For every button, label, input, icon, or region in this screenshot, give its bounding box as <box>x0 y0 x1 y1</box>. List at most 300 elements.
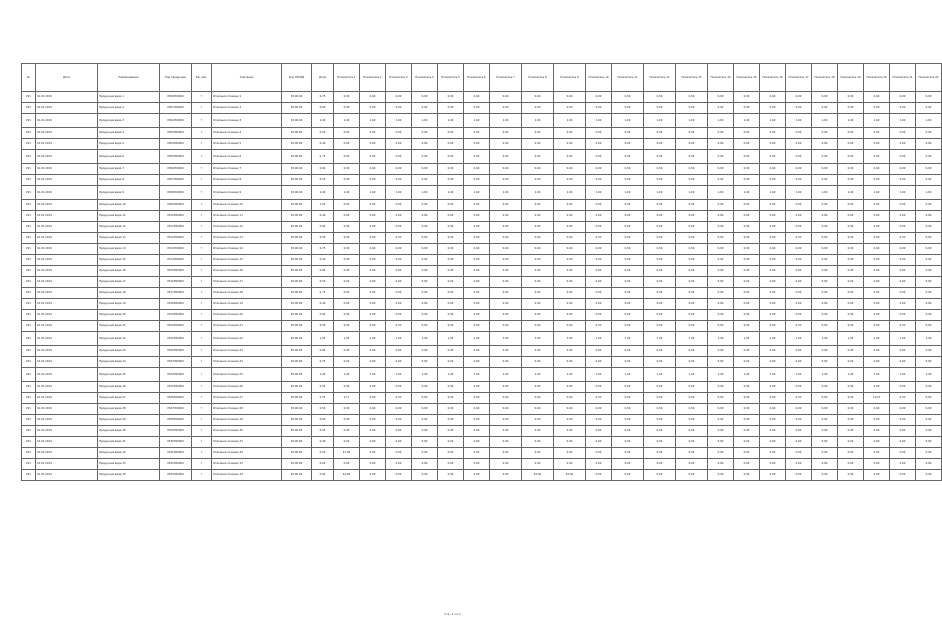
table-cell: 0,00 <box>490 382 522 393</box>
table-cell: 1,00 <box>786 186 812 200</box>
table-cell: 0,00 <box>676 175 708 186</box>
table-cell: 0,00 <box>586 299 612 310</box>
table-cell: 1,00 <box>644 332 676 346</box>
table-cell: 0,00 <box>386 103 412 114</box>
table-cell: 0,00 <box>490 310 522 321</box>
table-cell: 0,00 <box>890 92 916 103</box>
table-cell: 0,00 <box>760 200 786 211</box>
table-cell: 0,00 <box>586 211 612 222</box>
table-cell: 44,00 <box>522 470 554 481</box>
table-cell: 0,00 <box>438 448 464 459</box>
table-cell: 0,00 <box>490 244 522 255</box>
table-cell: 0,00 <box>586 92 612 103</box>
table-cell: 0,00 <box>644 437 676 448</box>
table-cell: 0,00 <box>464 459 490 470</box>
table-cell: 0,00 <box>490 459 522 470</box>
table-cell: 0,00 <box>412 211 438 222</box>
table-cell: 1,00 <box>838 114 864 128</box>
table-cell: Продукция вида 9 <box>98 186 160 200</box>
table-cell: 0,60 <box>312 266 334 277</box>
table-cell: 0,00 <box>554 244 586 255</box>
table-cell: 0,00 <box>360 448 386 459</box>
table-cell: 0513050000 <box>160 244 192 255</box>
data-table <box>21 63 942 481</box>
table-cell: 0,00 <box>360 321 386 332</box>
table-cell: Описание позиции 11 <box>212 211 282 222</box>
table-cell: Продукция вида 7 <box>98 164 160 175</box>
table-cell: 1,00 <box>438 114 464 128</box>
table-cell: 0,00 <box>612 200 644 211</box>
table-cell: 1,00 <box>838 186 864 200</box>
table-cell: 01.01.2019 <box>36 266 98 277</box>
table-cell: 0,00 <box>734 459 760 470</box>
table-cell: 0,00 <box>360 346 386 357</box>
table-row <box>22 244 942 255</box>
table-cell: 0,00 <box>644 222 676 233</box>
table-cell: 0,00 <box>676 310 708 321</box>
table-cell: 0,00 <box>838 288 864 299</box>
table-cell: 201 <box>22 150 36 164</box>
table-cell: Продукция вида 32 <box>98 448 160 459</box>
table-cell: 0,00 <box>412 222 438 233</box>
table-cell: 0,00 <box>554 150 586 164</box>
table-cell: 0,00 <box>812 426 838 437</box>
table-cell: 0,00 <box>864 139 890 150</box>
table-cell: 0,40 <box>312 139 334 150</box>
table-cell: 0,00 <box>554 277 586 288</box>
table-cell: 0,00 <box>786 175 812 186</box>
table-cell: 201 <box>22 175 36 186</box>
table-cell: 0,00 <box>890 357 916 368</box>
table-cell: 0,00 <box>838 266 864 277</box>
column-header: № <box>22 64 36 92</box>
table-cell: 0,00 <box>554 288 586 299</box>
table-row <box>22 299 942 310</box>
table-cell: 0,00 <box>890 103 916 114</box>
table-cell: 0,00 <box>586 437 612 448</box>
table-cell: 0511050000 <box>160 222 192 233</box>
table-cell: 0,00 <box>554 448 586 459</box>
table-cell: 0,00 <box>386 415 412 426</box>
table-cell: 0,00 <box>554 233 586 244</box>
table-cell: 0,00 <box>612 139 644 150</box>
table-cell: 0,00 <box>412 470 438 481</box>
table-cell: 0,00 <box>334 222 360 233</box>
table-cell: т <box>192 244 212 255</box>
table-cell: 0,00 <box>612 128 644 139</box>
table-cell: 1,00 <box>360 186 386 200</box>
table-cell: 0,00 <box>812 404 838 415</box>
table-cell: 0,00 <box>360 150 386 164</box>
table-cell: 0,00 <box>890 175 916 186</box>
table-cell: 0,00 <box>386 437 412 448</box>
table-cell: 0,00 <box>864 103 890 114</box>
table-cell: 0,00 <box>760 255 786 266</box>
table-cell: 0,00 <box>916 175 942 186</box>
table-cell: 201 <box>22 277 36 288</box>
table-cell: 0,00 <box>522 288 554 299</box>
column-header: Ед. изм. <box>192 64 212 92</box>
column-header: Показатель 9 <box>554 64 586 92</box>
table-row <box>22 164 942 175</box>
table-cell: 0,00 <box>464 448 490 459</box>
column-header: Показатель 8 <box>522 64 554 92</box>
table-cell: 1,00 <box>612 114 644 128</box>
table-cell: 0,00 <box>438 288 464 299</box>
table-cell: 03.00.00 <box>282 139 312 150</box>
table-cell: 1,00 <box>734 332 760 346</box>
table-cell: 0,00 <box>612 346 644 357</box>
table-cell: 0,00 <box>386 211 412 222</box>
table-cell: 0,00 <box>812 470 838 481</box>
table-cell: 0,00 <box>760 92 786 103</box>
table-cell: 44,00 <box>554 470 586 481</box>
table-cell: 0501050000 <box>160 103 192 114</box>
table-cell: 0,00 <box>708 150 734 164</box>
table-cell: 0,00 <box>554 92 586 103</box>
table-cell: 01.01.2019 <box>36 346 98 357</box>
table-cell: 201 <box>22 128 36 139</box>
table-cell: 0,00 <box>612 288 644 299</box>
table-cell: 0,00 <box>438 103 464 114</box>
table-cell: 0,00 <box>916 233 942 244</box>
table-cell: 0,00 <box>890 255 916 266</box>
table-cell: 0,00 <box>890 128 916 139</box>
table-cell: 0,00 <box>812 346 838 357</box>
table-cell: 0,00 <box>838 277 864 288</box>
table-cell: 0,00 <box>386 255 412 266</box>
table-cell: 0,00 <box>838 415 864 426</box>
table-cell: 0,00 <box>522 310 554 321</box>
table-cell: 0,00 <box>760 404 786 415</box>
table-cell: т <box>192 393 212 404</box>
table-cell: Описание позиции 1 <box>212 92 282 103</box>
table-cell: Продукция вида 31 <box>98 437 160 448</box>
column-header: Показатель 18 <box>812 64 838 92</box>
table-cell: 1,00 <box>838 332 864 346</box>
table-cell: 03.00.00 <box>282 175 312 186</box>
table-cell: 0,00 <box>864 437 890 448</box>
table-row <box>22 211 942 222</box>
table-cell: 0,00 <box>644 299 676 310</box>
table-cell: 01.01.2019 <box>36 277 98 288</box>
table-row <box>22 393 942 404</box>
table-cell: 0,00 <box>334 426 360 437</box>
table-cell: 0,00 <box>708 222 734 233</box>
table-cell: 0,00 <box>438 244 464 255</box>
table-cell: 0,00 <box>708 139 734 150</box>
table-cell: 0,00 <box>812 139 838 150</box>
table-cell: 1,00 <box>412 332 438 346</box>
table-cell: Продукция вида 4 <box>98 128 160 139</box>
table-cell: 0,00 <box>586 404 612 415</box>
table-cell: т <box>192 321 212 332</box>
table-cell: 0,00 <box>864 459 890 470</box>
table-cell: 0,00 <box>734 382 760 393</box>
column-header: Показатель 13 <box>676 64 708 92</box>
table-cell: 1,00 <box>812 186 838 200</box>
table-cell: 0,00 <box>522 277 554 288</box>
table-cell: 0,00 <box>786 288 812 299</box>
table-cell: 0525050000 <box>160 382 192 393</box>
table-cell: 0,00 <box>812 382 838 393</box>
table-cell: 0,00 <box>334 150 360 164</box>
table-cell: 0,00 <box>360 415 386 426</box>
table-cell: 0,00 <box>786 103 812 114</box>
table-cell: 0,00 <box>890 470 916 481</box>
table-cell: 0,00 <box>734 103 760 114</box>
table-cell: 0518050000 <box>160 299 192 310</box>
table-cell: 0,00 <box>412 255 438 266</box>
table-cell: Описание позиции 5 <box>212 139 282 150</box>
table-cell: 0,00 <box>786 382 812 393</box>
table-cell: 0,00 <box>838 244 864 255</box>
table-cell: 0,00 <box>386 92 412 103</box>
table-cell: 0,50 <box>312 128 334 139</box>
table-cell: 0,00 <box>490 103 522 114</box>
table-cell: 0,00 <box>522 321 554 332</box>
table-cell: 0,00 <box>708 211 734 222</box>
table-cell: 0,00 <box>838 321 864 332</box>
table-cell: 201 <box>22 459 36 470</box>
table-cell: 0,00 <box>786 426 812 437</box>
table-cell: 0,00 <box>554 415 586 426</box>
table-cell: 0,00 <box>334 288 360 299</box>
table-cell: 0,00 <box>522 128 554 139</box>
table-cell: 0,00 <box>438 277 464 288</box>
table-cell: 0,00 <box>644 426 676 437</box>
table-cell: 0,00 <box>644 128 676 139</box>
table-cell: 0,00 <box>812 244 838 255</box>
table-cell: 0,00 <box>554 139 586 150</box>
table-cell: Описание позиции 4 <box>212 128 282 139</box>
table-cell: 0,00 <box>612 393 644 404</box>
table-cell: 0,00 <box>890 437 916 448</box>
table-cell: 0,00 <box>412 244 438 255</box>
table-cell: 0,00 <box>386 357 412 368</box>
table-cell: 0,00 <box>864 175 890 186</box>
table-cell: Описание позиции 27 <box>212 393 282 404</box>
table-cell: 44,00 <box>334 470 360 481</box>
table-cell: 0,00 <box>890 321 916 332</box>
table-cell: 0,00 <box>522 299 554 310</box>
table-cell: 0,00 <box>812 288 838 299</box>
table-cell: 01.01.2019 <box>36 244 98 255</box>
table-cell: 0,00 <box>760 415 786 426</box>
table-cell: 0,00 <box>334 139 360 150</box>
table-cell: 0,00 <box>676 211 708 222</box>
table-cell: 0,00 <box>864 404 890 415</box>
table-cell: 0,00 <box>412 459 438 470</box>
table-cell: 0,00 <box>386 346 412 357</box>
table-cell: Продукция вида 5 <box>98 139 160 150</box>
table-cell: 0,00 <box>812 415 838 426</box>
table-cell: Описание позиции 33 <box>212 459 282 470</box>
table-row <box>22 92 942 103</box>
table-cell: 0,00 <box>554 393 586 404</box>
table-cell: 0,00 <box>522 150 554 164</box>
table-cell: т <box>192 346 212 357</box>
table-cell: 0522050000 <box>160 346 192 357</box>
table-cell: 01.01.2019 <box>36 128 98 139</box>
table-cell: 0517050000 <box>160 288 192 299</box>
table-cell: 0,00 <box>644 233 676 244</box>
table-cell: 0508050000 <box>160 186 192 200</box>
table-cell: 0,00 <box>760 266 786 277</box>
table-cell: 0,00 <box>522 415 554 426</box>
table-cell: 01.01.2019 <box>36 415 98 426</box>
table-cell: 0,00 <box>890 244 916 255</box>
table-cell: Продукция вида 21 <box>98 321 160 332</box>
table-cell: 0,00 <box>554 266 586 277</box>
table-cell: т <box>192 277 212 288</box>
table-cell: 0,00 <box>612 404 644 415</box>
table-cell: 0,00 <box>554 164 586 175</box>
column-header: Описание <box>212 64 282 92</box>
table-cell: т <box>192 437 212 448</box>
table-cell: 0,00 <box>916 415 942 426</box>
table-cell: 0,00 <box>412 448 438 459</box>
table-cell: 0,00 <box>554 211 586 222</box>
table-cell: 0,00 <box>644 103 676 114</box>
table-cell: 0,00 <box>838 448 864 459</box>
table-cell: Описание позиции 8 <box>212 175 282 186</box>
table-cell: 1,00 <box>676 332 708 346</box>
table-cell: 0,00 <box>586 346 612 357</box>
table-cell: 0,00 <box>522 426 554 437</box>
table-cell: 201 <box>22 244 36 255</box>
table-cell: 0,00 <box>864 470 890 481</box>
table-cell: 0,00 <box>412 382 438 393</box>
table-cell: т <box>192 200 212 211</box>
table-cell: Продукция вида 12 <box>98 222 160 233</box>
table-cell: 0,00 <box>838 346 864 357</box>
table-cell: 0,50 <box>312 426 334 437</box>
table-cell: 0,00 <box>522 266 554 277</box>
column-header: Показатель 15 <box>734 64 760 92</box>
table-cell: 0,00 <box>438 437 464 448</box>
table-cell: Продукция вида 17 <box>98 277 160 288</box>
table-cell: 201 <box>22 310 36 321</box>
table-cell: 0,00 <box>916 277 942 288</box>
table-row <box>22 426 942 437</box>
table-row <box>22 222 942 233</box>
table-cell: 0,00 <box>490 346 522 357</box>
table-cell: 1,00 <box>612 186 644 200</box>
column-header: Показатель 1 <box>334 64 360 92</box>
table-cell: 0,00 <box>612 255 644 266</box>
table-cell: 0,00 <box>438 266 464 277</box>
table-cell: 1,00 <box>312 368 334 382</box>
table-cell: 201 <box>22 368 36 382</box>
table-cell: 03.00.00 <box>282 200 312 211</box>
table-cell: 0,00 <box>916 357 942 368</box>
table-cell: 1,00 <box>490 368 522 382</box>
table-cell: 201 <box>22 222 36 233</box>
table-cell: 1,00 <box>490 114 522 128</box>
table-cell: 0,00 <box>334 459 360 470</box>
table-cell: 0,00 <box>360 233 386 244</box>
table-cell: 201 <box>22 266 36 277</box>
table-cell: 0,00 <box>864 415 890 426</box>
table-cell: 0,00 <box>386 244 412 255</box>
table-cell: 03.00.00 <box>282 459 312 470</box>
table-cell: 0,00 <box>864 382 890 393</box>
table-cell: 0,00 <box>360 200 386 211</box>
table-cell: 0,00 <box>760 321 786 332</box>
table-cell: 0,00 <box>412 175 438 186</box>
table-row <box>22 103 942 114</box>
table-cell: 0,00 <box>916 404 942 415</box>
table-cell: 01.01.2019 <box>36 255 98 266</box>
table-cell: 01.01.2019 <box>36 299 98 310</box>
table-cell: 0,00 <box>490 277 522 288</box>
table-cell: 0,00 <box>734 211 760 222</box>
table-cell: Продукция вида 20 <box>98 310 160 321</box>
table-row <box>22 186 942 200</box>
table-cell: Продукция вида 3 <box>98 114 160 128</box>
table-cell: 1,00 <box>864 368 890 382</box>
table-cell: 0,00 <box>890 299 916 310</box>
table-cell: 0,00 <box>734 393 760 404</box>
table-cell: 0,00 <box>786 139 812 150</box>
column-header: Код ОКПД2 <box>282 64 312 92</box>
table-cell: 0,00 <box>490 426 522 437</box>
table-cell: 201 <box>22 332 36 346</box>
table-cell: 03.00.00 <box>282 103 312 114</box>
table-cell: 0533050000 <box>160 470 192 481</box>
table-cell: т <box>192 139 212 150</box>
table-cell: Продукция вида 34 <box>98 470 160 481</box>
table-row <box>22 114 942 128</box>
table-cell: 0,00 <box>890 266 916 277</box>
table-cell: 1,00 <box>490 332 522 346</box>
table-cell: 0,00 <box>334 255 360 266</box>
table-cell: 1,00 <box>554 114 586 128</box>
table-cell: 0506050000 <box>160 164 192 175</box>
table-cell: 0,00 <box>864 128 890 139</box>
table-cell: 0,00 <box>890 448 916 459</box>
table-row <box>22 437 942 448</box>
table-cell: 0,00 <box>734 426 760 437</box>
table-cell: 0,00 <box>554 321 586 332</box>
table-cell: 0,00 <box>838 393 864 404</box>
table-cell: 0,00 <box>708 103 734 114</box>
table-row <box>22 382 942 393</box>
table-cell: 1,00 <box>586 114 612 128</box>
table-cell: 0,00 <box>838 222 864 233</box>
table-cell: 0,00 <box>708 346 734 357</box>
table-cell: 0,00 <box>916 244 942 255</box>
table-cell: 201 <box>22 211 36 222</box>
table-cell: 03.00.00 <box>282 288 312 299</box>
table-cell: 0,00 <box>360 244 386 255</box>
table-cell: 0,00 <box>890 310 916 321</box>
table-cell: 0,00 <box>760 128 786 139</box>
table-cell: 0,00 <box>438 470 464 481</box>
table-cell: Описание позиции 14 <box>212 244 282 255</box>
table-cell: 0,00 <box>760 139 786 150</box>
table-cell: 201 <box>22 233 36 244</box>
table-cell: 0,00 <box>438 393 464 404</box>
table-cell: 0,00 <box>554 459 586 470</box>
table-cell: 0,00 <box>708 470 734 481</box>
table-cell: 201 <box>22 346 36 357</box>
table-cell: 0,00 <box>644 255 676 266</box>
table-cell: 0,00 <box>838 103 864 114</box>
table-cell: 201 <box>22 139 36 150</box>
table-cell: 1,00 <box>676 114 708 128</box>
